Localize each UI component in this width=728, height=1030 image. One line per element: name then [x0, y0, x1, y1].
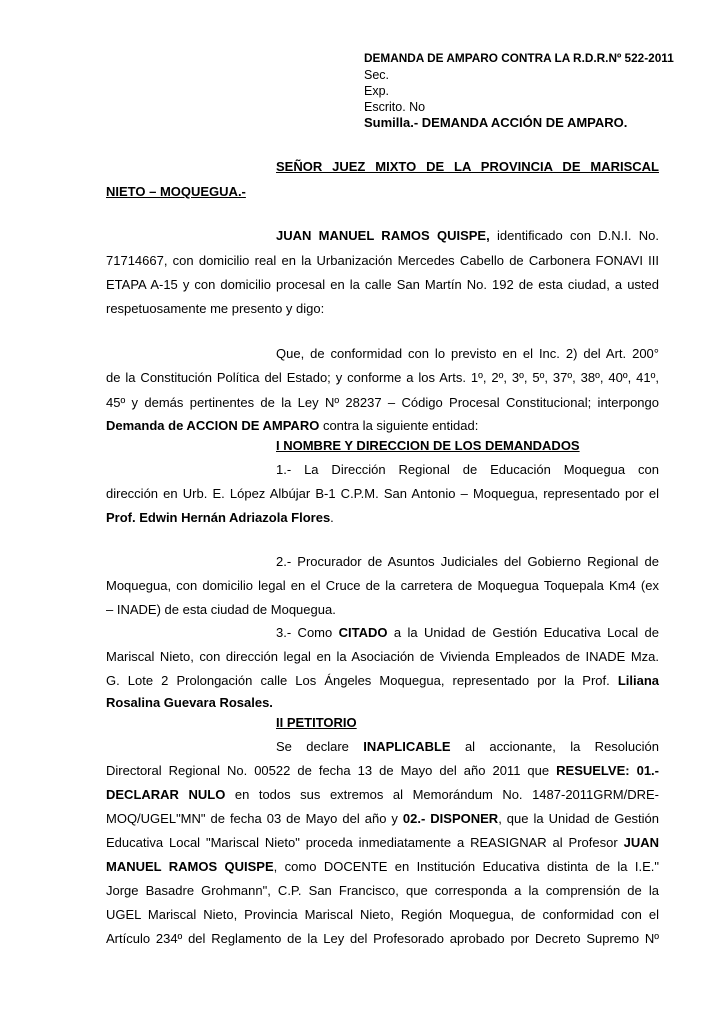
plaintiff-name: JUAN MANUEL RAMOS QUISPE, [276, 228, 490, 243]
petitorio-line-8: UGEL Mariscal Nieto, Provincia Mariscal Nieto, Región Moquegua, de conformidad con el [106, 907, 659, 922]
item3-line-2: Mariscal Nieto, con dirección legal en la Asociación de Vivienda Empleados de INADE Mza. [106, 649, 659, 664]
petitorio-line-4: MOQ/UGEL"MN" de fecha 03 de Mayo del año y 02.- DISPONER, que la Unidad de Gestión [106, 811, 660, 826]
petitorio-line-9: Artículo 234º del Reglamento de la Ley del Profesorado aprobado por Decreto Supremo Nº [106, 931, 659, 946]
section1-heading: I NOMBRE Y DIRECCION DE LOS DEMANDADOS [276, 438, 580, 453]
para2-line-4: Demanda de ACCION DE AMPARO contra la siguiente entidad: [106, 418, 479, 433]
item1-line-2: dirección en Urb. E. López Albújar B-1 C.P.M. San Antonio – Moquegua, representado por el [106, 486, 659, 501]
petitorio-line-5: Educativa Local "Mariscal Nieto" proceda inmediatamente a REASIGNAR al Profesor JUAN [106, 835, 659, 850]
item2-line-3: – INADE) de esta ciudad de Moquegua. [106, 602, 336, 617]
para2-line-2: de la Constitución Política del Estado; y conforme a los Arts. 1º, 2º, 3º, 5º, 37º, 38º, 40º, 41º, [106, 370, 659, 385]
item1-line-1: 1.- La Dirección Regional de Educación Moquegua con [276, 462, 659, 477]
item3-line-3: G. Lote 2 Prolongación calle Los Ángeles Moquegua, representado por la Prof. Liliana [106, 673, 659, 688]
sec-label: Sec. [364, 68, 390, 82]
case-title: DEMANDA DE AMPARO CONTRA LA R.D.R.Nº 522-2011 [364, 51, 674, 65]
sumilla: Sumilla.- DEMANDA ACCIÓN DE AMPARO. [364, 115, 628, 130]
petitorio-line-6: MANUEL RAMOS QUISPE, como DOCENTE en Institución Educativa distinta de la I.E." [106, 859, 659, 874]
item1-line-3: Prof. Edwin Hernán Adriazola Flores. [106, 510, 334, 525]
para2-line-1: Que, de conformidad con lo previsto en el Inc. 2) del Art. 200° [276, 346, 659, 361]
item2-line-2: Moquegua, con domicilio legal en el Cruce de la carretera de Moquegua Toquepala Km4 (ex [106, 578, 659, 593]
exp-label: Exp. [364, 84, 390, 98]
item3-line-4: Rosalina Guevara Rosales. [106, 695, 273, 710]
escrito-label: Escrito. No [364, 100, 426, 114]
intro-line-3: ETAPA A-15 y con domicilio procesal en la calle San Martín No. 192 de esta ciudad, a usted [106, 277, 659, 292]
petitorio-line-2: Directoral Regional No. 00522 de fecha 13 de Mayo del año 2011 que RESUELVE: 01.- [106, 763, 659, 778]
address-line-1: SEÑOR JUEZ MIXTO DE LA PROVINCIA DE MARISCAL [276, 159, 659, 174]
item3-line-1: 3.- Como CITADO a la Unidad de Gestión Educativa Local de [276, 625, 659, 640]
intro-line-2: 71714667, con domicilio real en la Urbanización Mercedes Cabello de Carbonera FONAVI III [106, 253, 659, 268]
item2-line-1: 2.- Procurador de Asuntos Judiciales del Gobierno Regional de [276, 554, 659, 569]
intro-line-4: respetuosamente me presento y digo: [106, 301, 325, 316]
petitorio-line-7: Jorge Basadre Grohmann", C.P. San Francisco, que corresponda a la comprensión de la [106, 883, 659, 898]
petitorio-line-3: DECLARAR NULO en todos sus extremos al Memorándum No. 1487-2011GRM/DRE- [106, 787, 659, 802]
address-line-2: NIETO – MOQUEGUA.- [106, 184, 246, 199]
intro-line-1: JUAN MANUEL RAMOS QUISPE, identificado con D.N.I. No. [276, 228, 659, 243]
section2-heading: II PETITORIO [276, 715, 357, 730]
para2-line-3: 45º y demás pertinentes de la Ley Nº 28237 – Código Procesal Constitucional; interpongo [106, 395, 659, 410]
petitorio-line-1: Se declare INAPLICABLE al accionante, la Resolución [276, 739, 659, 754]
